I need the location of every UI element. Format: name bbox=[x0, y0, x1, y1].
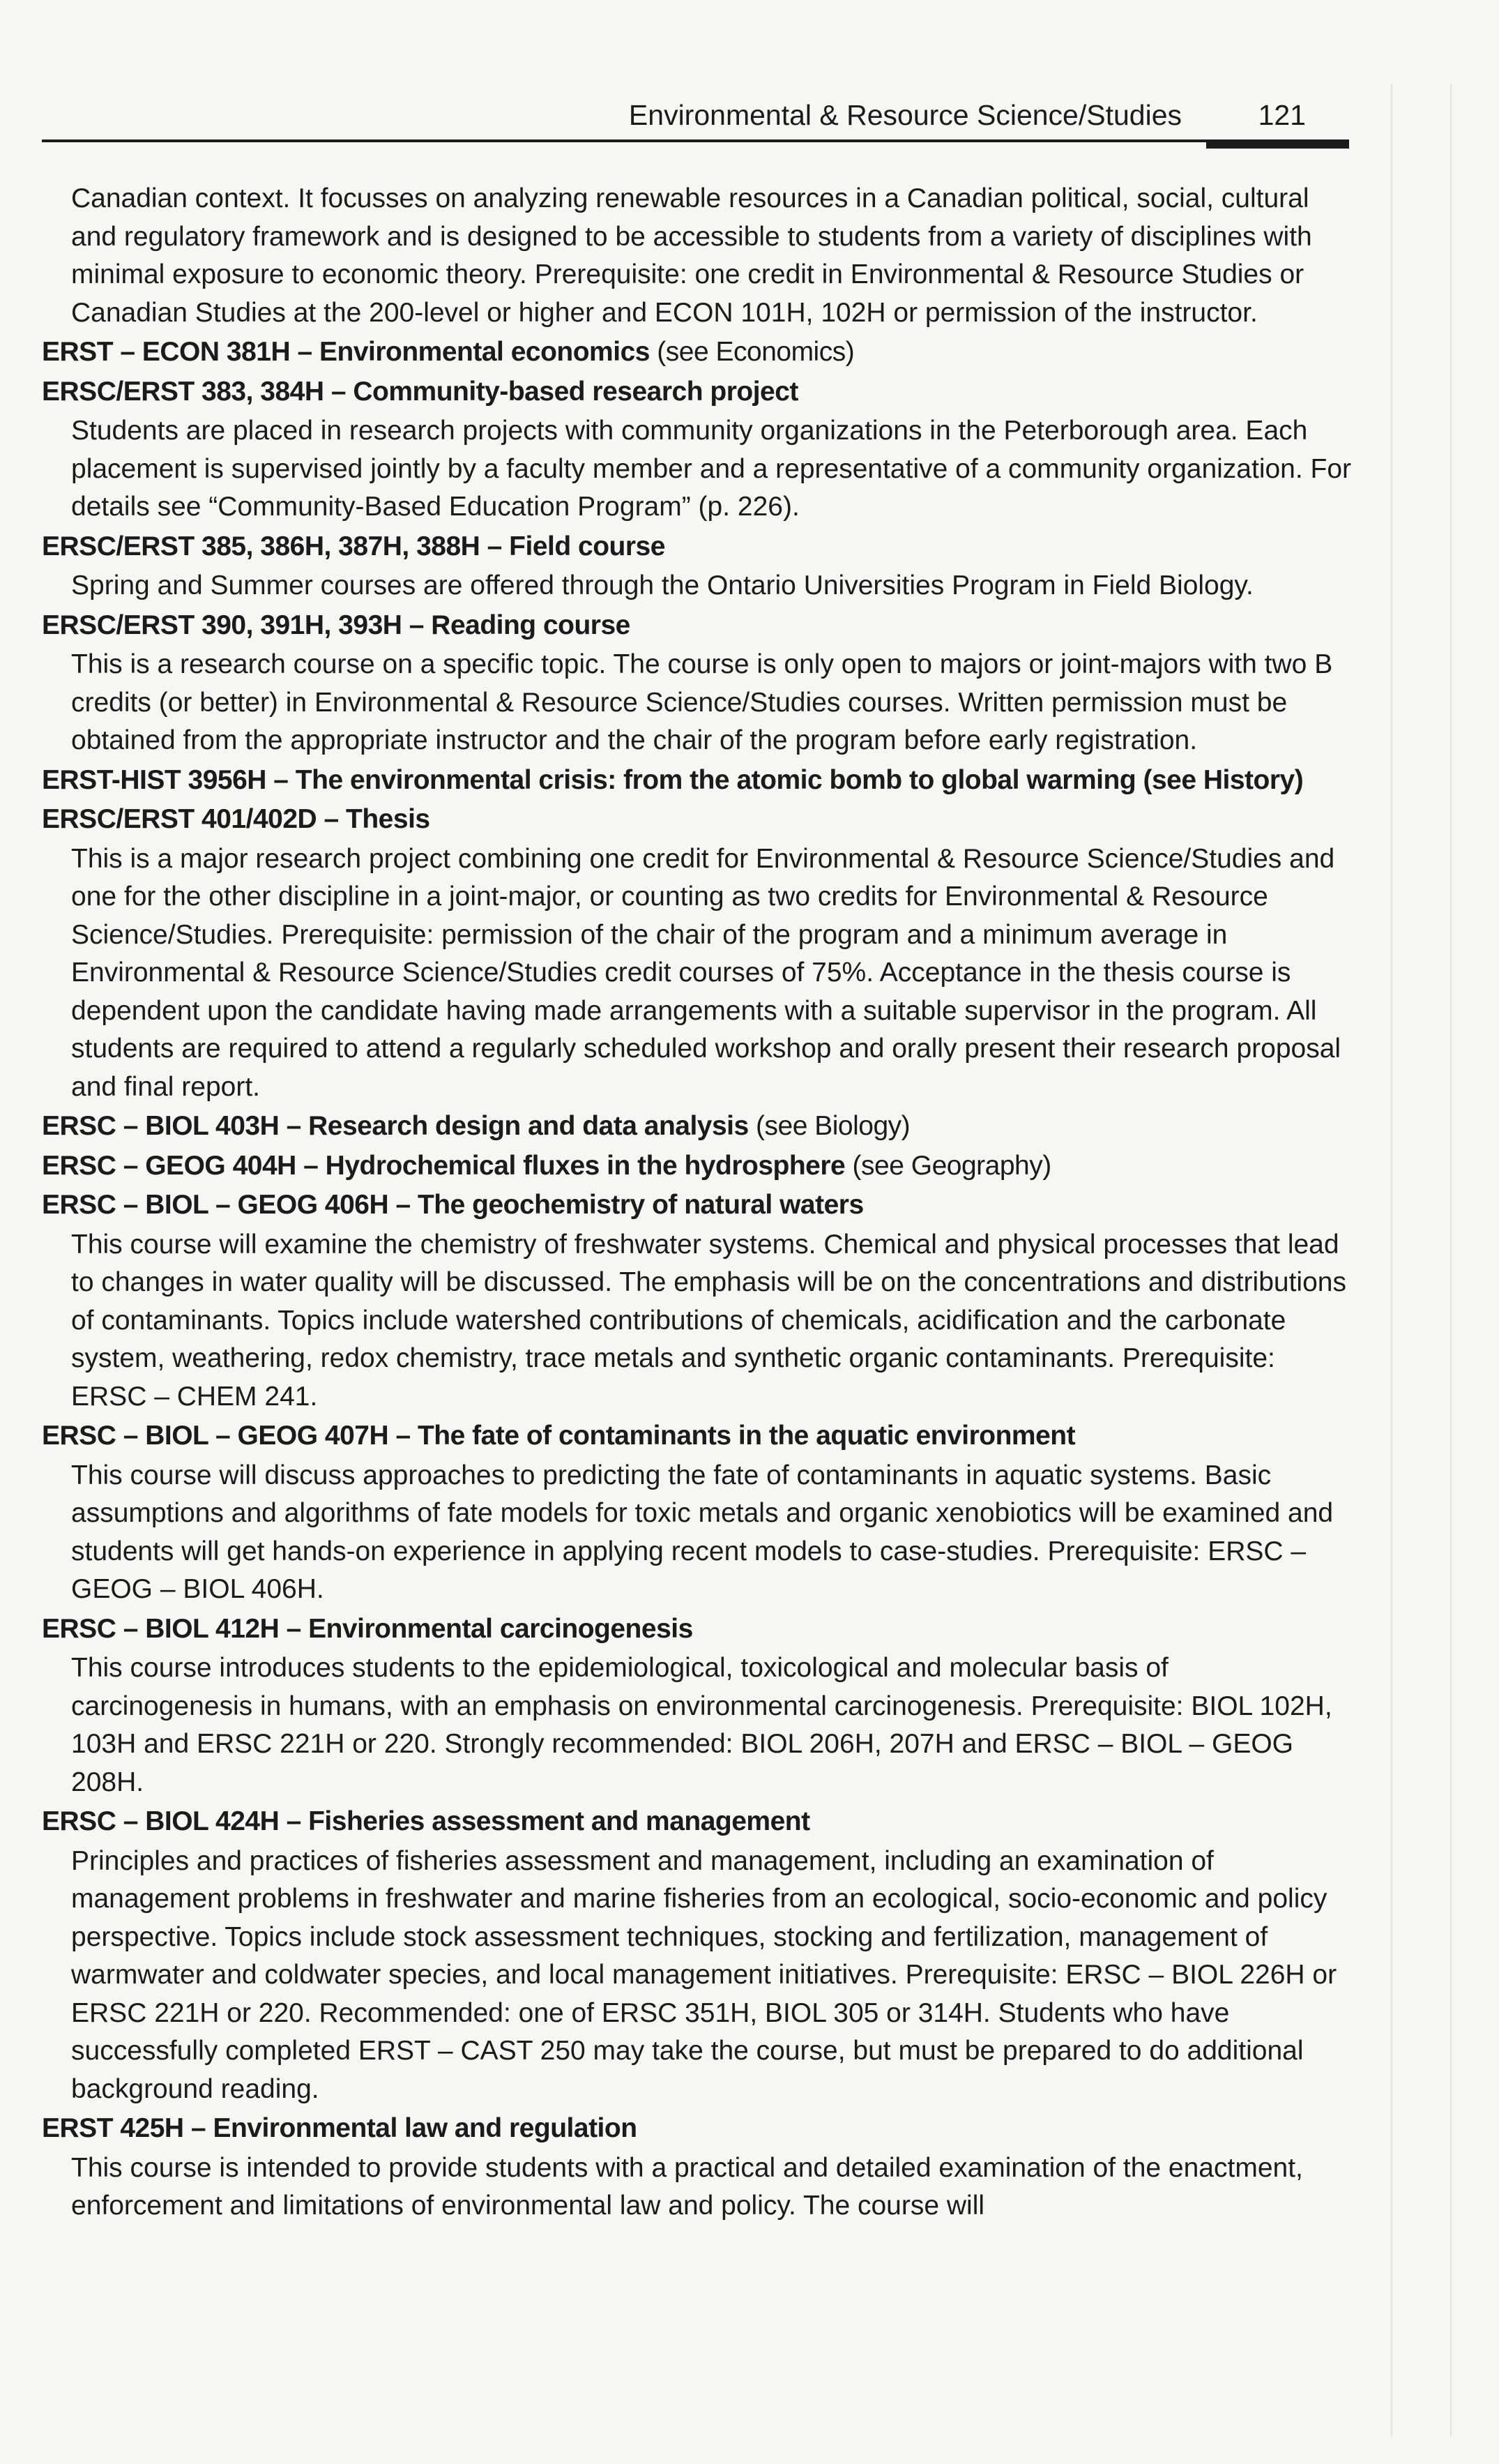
course-title bbox=[42, 801, 1363, 839]
course-entry bbox=[42, 607, 1363, 760]
course-title-text: ERSC – BIOL – GEOG 406H – The geochemistry of natural waters bbox=[42, 1190, 864, 1220]
course-cross-reference: (see Geography) bbox=[845, 1150, 1051, 1181]
course-title bbox=[42, 1610, 1363, 1649]
course-entry bbox=[42, 373, 1363, 527]
course-description: Spring and Summer courses are offered through the Ontario Universities Program in Field Biology. bbox=[71, 570, 1254, 600]
course-title bbox=[42, 1417, 1363, 1456]
course-title bbox=[42, 333, 1363, 372]
course-description: Principles and practices of fisheries assessment and management, including an examination of management problems in freshwater and marine fisheries from an ecological, socio-economic and policy perspective. Topics include stock assessment techniques, stocking and fertilization, management of warmwater and coldwater species, and local management initiatives. Prerequisite: ERSC – BIOL 226H or ERSC 221H or 220. Recommended: one of ERSC 351H, BIOL 305 or 314H. Students who have successfully completed ERST – CAST 250 may take the course, but must be prepared to do additional background reading. bbox=[71, 1845, 1337, 2104]
course-entry bbox=[42, 1147, 1363, 1186]
course-title bbox=[42, 607, 1363, 645]
course-title-text: ERSC/ERST 390, 391H, 393H – Reading course bbox=[42, 610, 630, 640]
course-title bbox=[42, 1108, 1363, 1146]
course-title-text: ERSC – GEOG 404H – Hydrochemical fluxes in the hydrosphere bbox=[42, 1150, 846, 1181]
course-title-text: ERST-HIST 3956H – The environmental crisis: from the atomic bomb to global warming (see History) bbox=[42, 764, 1304, 795]
course-title bbox=[42, 762, 1363, 800]
course-title bbox=[42, 1186, 1363, 1225]
course-title-text: ERST – ECON 381H – Environmental economics bbox=[42, 337, 650, 367]
course-title bbox=[42, 2110, 1363, 2148]
course-entry bbox=[42, 1803, 1363, 2108]
course-entry bbox=[42, 1417, 1363, 1609]
page-number: 121 bbox=[1258, 99, 1306, 131]
course-cross-reference: (see Economics) bbox=[649, 337, 855, 367]
course-title bbox=[42, 528, 1363, 566]
course-title bbox=[42, 1147, 1363, 1186]
course-entry bbox=[42, 2110, 1363, 2225]
course-list bbox=[42, 333, 1363, 2225]
course-title bbox=[42, 1803, 1363, 1841]
course-entry bbox=[42, 1610, 1363, 1802]
course-description: This is a major research project combining one credit for Environmental & Resource Science/Studies and one for the other discipline in a joint-major, or counting as two credits for Environmental & Resource Science/Studies. Prerequisite: permission of the chair of the program and a minimum average in Environmental & Resource Science/Studies credit courses of 75%. Acceptance in the thesis course is dependent upon the candidate having made arrangements with a suitable supervisor in the program. All students are required to attend a regularly scheduled workshop and orally present their research proposal and final report. bbox=[71, 843, 1341, 1102]
course-entry bbox=[42, 333, 1363, 372]
course-title-text: ERSC/ERST 383, 384H – Community-based research project bbox=[42, 376, 798, 407]
course-title-text: ERSC – BIOL 424H – Fisheries assessment and management bbox=[42, 1806, 810, 1836]
header-title: Environmental & Resource Science/Studies bbox=[628, 99, 1182, 131]
course-title-text: ERSC/ERST 385, 386H, 387H, 388H – Field course bbox=[42, 531, 665, 561]
course-entry bbox=[42, 801, 1363, 1106]
course-cross-reference: (see Biology) bbox=[748, 1111, 911, 1141]
header-rule bbox=[42, 139, 1349, 142]
course-description: This course is intended to provide students with a practical and detailed examination of the enactment, enforcement and limitations of environmental law and policy. The course will bbox=[71, 2152, 1303, 2221]
course-entry bbox=[42, 528, 1363, 605]
course-description: This is a research course on a specific topic. The course is only open to majors or joint-majors with two B credits (or better) in Environmental & Resource Science/Studies courses. Written permission must be obtained from the appropriate instructor and the chair of the program before early registration. bbox=[71, 649, 1333, 755]
course-entry bbox=[42, 1108, 1363, 1146]
course-description: This course will examine the chemistry of freshwater systems. Chemical and physical processes that lead to changes in water quality will be discussed. The emphasis will be on the concentrations and distributions of contaminants. Topics include watershed contributions of chemicals, acidification and the carbonate system, weathering, redox chemistry, trace metals and synthetic organic contaminants. Prerequisite: ERSC – CHEM 241. bbox=[71, 1229, 1346, 1412]
course-entry bbox=[42, 1186, 1363, 1416]
course-description: This course introduces students to the epidemiological, toxicological and molecular basis of carcinogenesis in humans, with an emphasis on environmental carcinogenesis. Prerequisite: BIOL 102H, 103H and ERSC 221H or 220. Strongly recommended: BIOL 206H, 207H and ERSC – BIOL – GEOG 208H. bbox=[71, 1653, 1332, 1797]
course-title-text: ERSC – BIOL 403H – Research design and data analysis bbox=[42, 1111, 749, 1141]
course-title bbox=[42, 373, 1363, 411]
intro-paragraph: Canadian context. It focusses on analyzing renewable resources in a Canadian political, social, cultural and regulatory framework and is designed to be accessible to students from a variety of disciplines with minimal exposure to economic theory. Prerequisite: one credit in Environmental & Resource Studies or Canadian Studies at the 200-level or higher and ECON 101H, 102H or permission of the instructor. bbox=[71, 183, 1312, 328]
page-edge-line bbox=[1450, 84, 1452, 2436]
course-title-text: ERSC – BIOL – GEOG 407H – The fate of contaminants in the aquatic environment bbox=[42, 1421, 1076, 1451]
course-listing bbox=[42, 180, 1363, 2227]
course-description: Students are placed in research projects with community organizations in the Peterborough area. Each placement is supervised jointly by a faculty member and a representative of a community organization. For details see “Community-Based Education Program” (p. 226). bbox=[71, 416, 1352, 522]
course-title-text: ERSC/ERST 401/402D – Thesis bbox=[42, 804, 430, 834]
course-title-text: ERST 425H – Environmental law and regulation bbox=[42, 2113, 637, 2143]
course-entry bbox=[42, 762, 1363, 800]
running-header bbox=[42, 96, 1349, 145]
page-edge-line bbox=[1391, 84, 1392, 2436]
header-rule-tab bbox=[1206, 139, 1349, 149]
course-description: This course will discuss approaches to predicting the fate of contaminants in aquatic systems. Basic assumptions and algorithms of fate models for toxic metals and organic xenobiotics will be examined and students will get hands-on experience in applying recent models to case-studies. Prerequisite: ERSC – GEOG – BIOL 406H. bbox=[71, 1460, 1334, 1604]
course-title-text: ERSC – BIOL 412H – Environmental carcinogenesis bbox=[42, 1613, 693, 1644]
